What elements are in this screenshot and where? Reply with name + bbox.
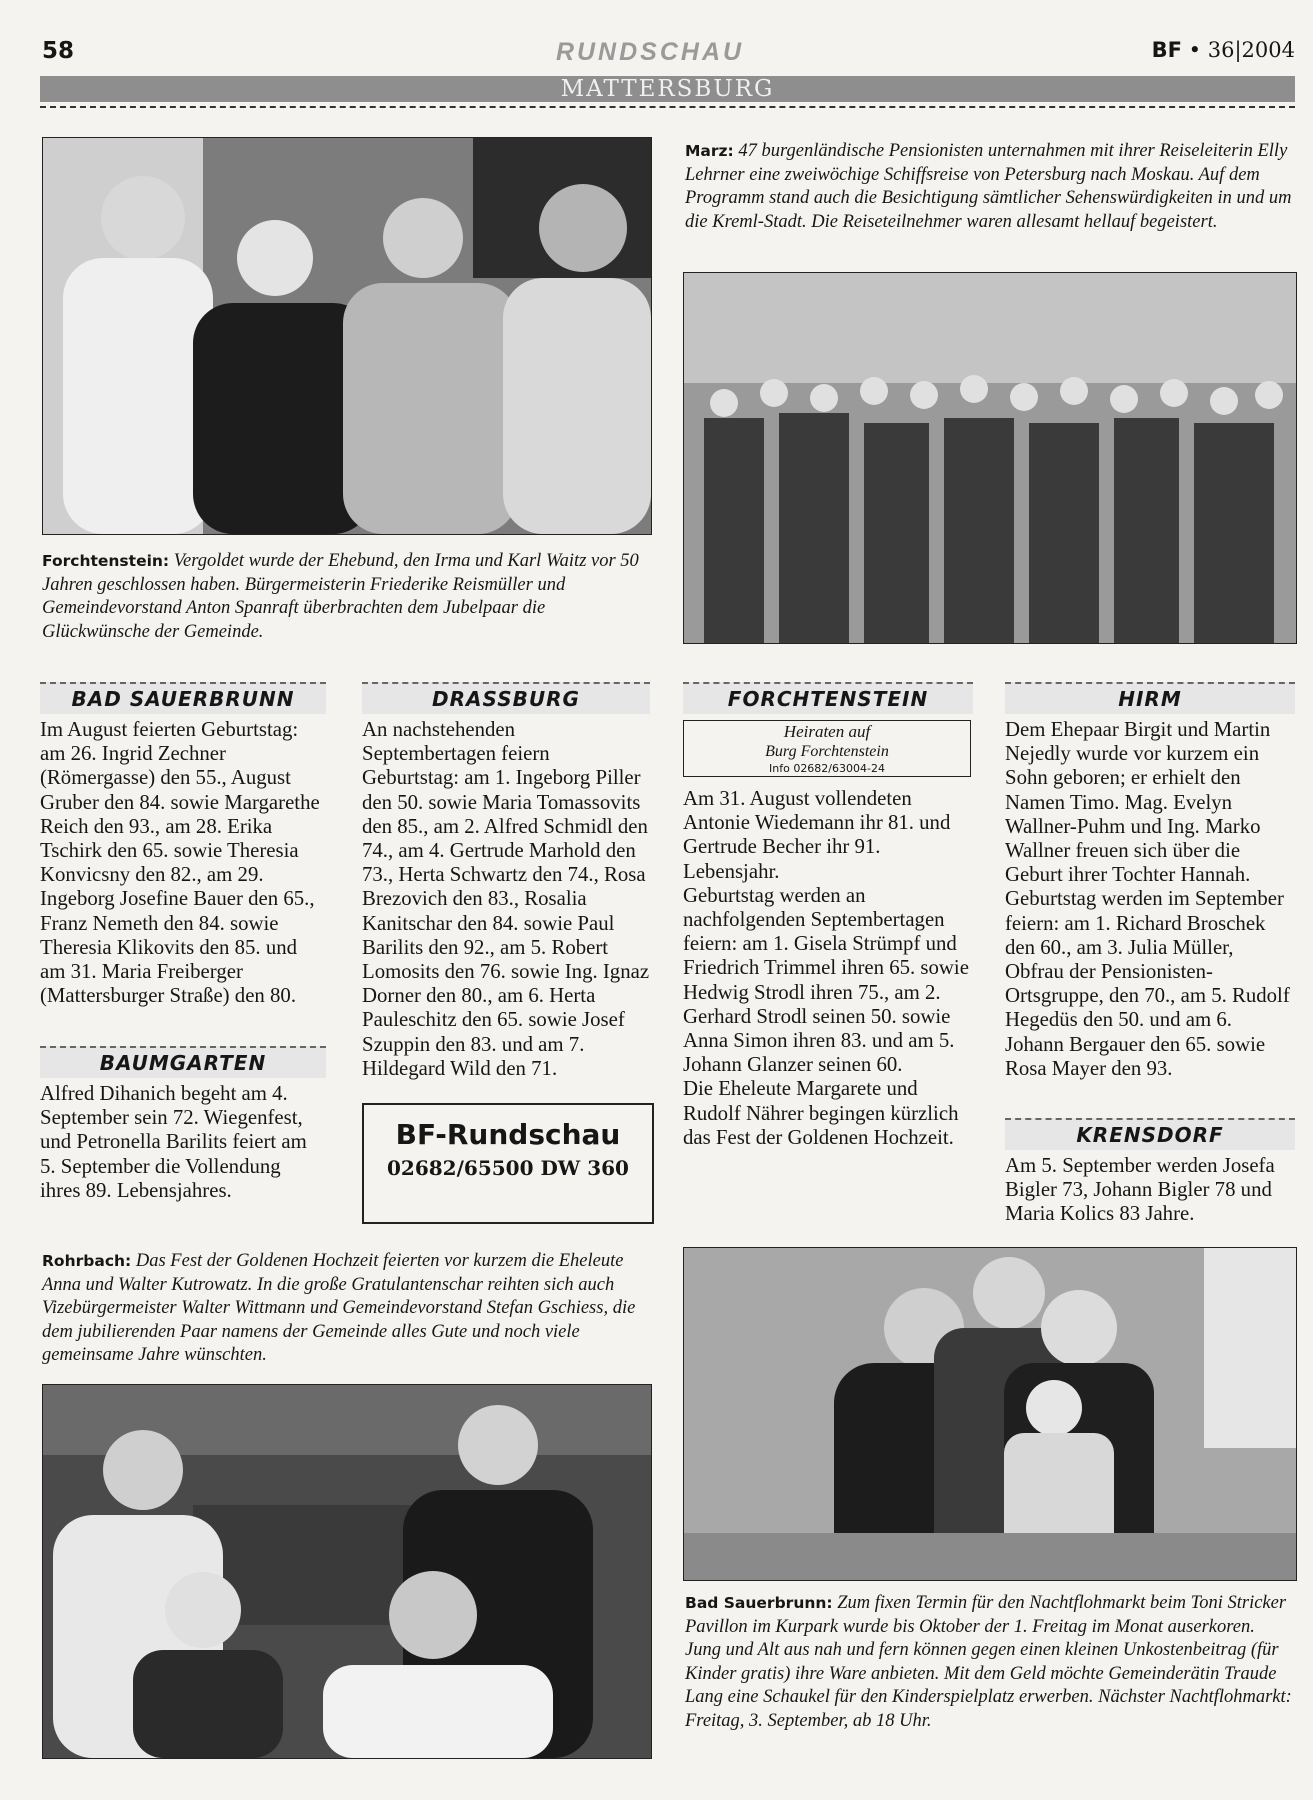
photo-bad-sauerbrunn-flea-market — [683, 1247, 1297, 1581]
photo-marz-group — [683, 272, 1297, 644]
section-text: Geburtstag werden im September feiern: am 1. Richard Broschek den 60., am 3. Julia Müller, Obfrau der Pensionisten-Ortsgruppe, den 70., am 5. Rudolf Hegedüs den 50. und am 6. Johann Bergauer den 65. sowie Rosa Mayer den 93. — [1005, 887, 1290, 1080]
caption-text: Zum fixen Termin für den Nachtflohmarkt beim Toni Stricker Pavillon im Kurpark wurde bis Oktober der 1. Freitag im Monat auserkoren. Jung und Alt aus nah und fern können gegen einen kleinen Unkostenbeitrag (für Kinder gratis) ihre Ware anbieten. Mit dem Geld möchte Gemeinderätin Traude Lang eine Schaukel für den Kinderspielplatz erwerben. Nächster Nachtflohmarkt: Freitag, 3. September, ab 18 Uhr. — [685, 1593, 1292, 1731]
caption-text: 47 burgenländische Pensionisten unternahmen mit ihrer Reiseleiterin Elly Lehrner eine zweiwöchige Schiffsreise von Petersburg nach Moskau. Auf dem Programm stand auch die Besichtigung sämtlicher Sehenswürdigkeiten in und um die Kreml-Stadt. Die Reiseteilnehmer waren allesamt hellauf begeistert. — [685, 141, 1292, 232]
section-text: Im August feierten Geburtstag: am 26. Ingrid Zechner (Römergasse) den 55., August Gruber den 84. sowie Margarethe Reich den 93., am 28. Erika Tschirk den 65. sowie Theresia Konvicsny den 82., am 29. Ingeborg Josefine Bauer den 65., Franz Nemeth den 84. sowie Theresia Klikovits den 85. und am 31. Maria Freiberger (Mattersburger Straße) den 80. — [40, 718, 320, 1008]
section-text: Geburtstag werden an nachfolgenden Septembertagen feiern: am 1. Gisela Strümpf und Friedrich Trimmel ihren 65. sowie Hedwig Strodl ihren 75., am 2. Gerhard Strodl seinen 50. sowie Anna Simon ihren 83. und am 5. Johann Glanzer seinen 60. — [683, 883, 969, 1077]
section-text: Die Eheleute Margarete und Rudolf Nährer begingen kürzlich das Fest der Goldenen Hochzeit. — [683, 1077, 959, 1149]
caption-text: Vergoldet wurde der Ehebund, den Irma und Karl Waitz vor 50 Jahren geschlossen haben. Bürgermeisterin Friederike Reismüller und Gemeindevorstand Anton Spanraft überbrachten dem Jubelpaar die Glückwünsche der Gemeinde. — [42, 551, 639, 642]
caption-lead: Marz: — [685, 142, 734, 160]
section-forchtenstein — [683, 682, 973, 1150]
section-text: An nachstehenden Septembertagen feiern Geburtstag: am 1. Ingeborg Piller den 50. sowie Maria Tomassovits den 85., am 2. Alfred Schmidl den 74., am 4. Gertrude Marhold den 73., Herta Schwartz den 74., Rosa Brezovich den 83., Rosalia Kanitschar den 84. sowie Paul Barilits den 92., am 5. Robert Lomosits den 76. sowie Ing. Ignaz Dorner den 80., am 6. Herta Pauleschitz den 65. sowie Josef Szuppin den 83. und am 7. Hildegard Wild den 71. — [362, 718, 650, 1080]
section-hirm — [1005, 682, 1295, 1081]
ad-line-3: Info 02682/63004-24 — [769, 762, 885, 775]
page-number: 58 — [42, 38, 75, 64]
section-text: Dem Ehepaar Birgit und Martin Nejedly wurde vor kurzem ein Sohn geboren; er erhielt den Namen Timo. Mag. Evelyn Wallner-Puhm und Ing. Marko Wallner freuen sich über die Geburt ihrer Tochter Hannah. — [1005, 718, 1271, 887]
section-heading: FORCHTENSTEIN — [683, 682, 973, 714]
photo-rohrbach-couple — [42, 1384, 652, 1759]
issue-number: 36|2004 — [1207, 38, 1295, 62]
ad-line-1: Heiraten auf — [783, 722, 871, 741]
section-heading: DRASSBURG — [362, 682, 650, 714]
caption-rohrbach — [42, 1250, 652, 1368]
ad-heiraten — [683, 720, 971, 777]
section-bad-sauerbrunn — [40, 682, 326, 1008]
section-krensdorf — [1005, 1118, 1295, 1227]
ad-phone: 02682/65500 DW 360 — [387, 1156, 629, 1180]
section-heading: KRENSDORF — [1005, 1118, 1295, 1150]
issue-info — [1152, 38, 1295, 62]
ad-line-2: Burg Forchtenstein — [765, 743, 889, 760]
section-heading: BAUMGARTEN — [40, 1046, 326, 1078]
issue-brand: BF — [1151, 38, 1182, 62]
header-divider — [40, 106, 1295, 108]
caption-lead: Forchtenstein: — [42, 552, 170, 570]
issue-separator: • — [1188, 38, 1202, 62]
ad-bf-rundschau — [362, 1103, 654, 1224]
ad-title: BF-Rundschau — [395, 1118, 621, 1151]
caption-forchtenstein — [42, 550, 652, 644]
caption-bad-sauerbrunn — [685, 1592, 1295, 1733]
caption-lead: Rohrbach: — [42, 1252, 132, 1270]
section-heading: HIRM — [1005, 682, 1295, 714]
section-text: Alfred Dihanich begeht am 4. September sein 72. Wiegenfest, und Petronella Barilits feiert am 5. September die Vollendung ihres 89. Lebensjahres. — [40, 1082, 307, 1202]
section-drassburg — [362, 682, 650, 1081]
section-heading: BAD SAUERBRUNN — [40, 682, 326, 714]
caption-text: Das Fest der Goldenen Hochzeit feierten vor kurzem die Eheleute Anna und Walter Kutrowatz. In die große Gratulantenschar reihten sich auch Vizebürgermeister Walter Wittmann und Gemeindevorstand Stefan Gschiess, die dem jubilierenden Paar namens der Gemeinde alles Gute und noch viele gemeinsame Jahre wünschten. — [42, 1251, 636, 1365]
section-baumgarten — [40, 1046, 326, 1203]
section-text: Am 5. September werden Josefa Bigler 73, Johann Bigler 78 und Maria Kolics 83 Jahre. — [1005, 1154, 1275, 1226]
rubric-title: RUNDSCHAU — [555, 38, 745, 66]
region-banner: MATTERSBURG — [40, 76, 1295, 102]
section-text: Am 31. August vollendeten Antonie Wiedemann ihr 81. und Gertrude Becher ihr 91. Lebensjahr. — [683, 787, 951, 883]
caption-marz — [685, 140, 1293, 234]
photo-forchtenstein-couple — [42, 137, 652, 535]
caption-lead: Bad Sauerbrunn: — [685, 1594, 833, 1612]
